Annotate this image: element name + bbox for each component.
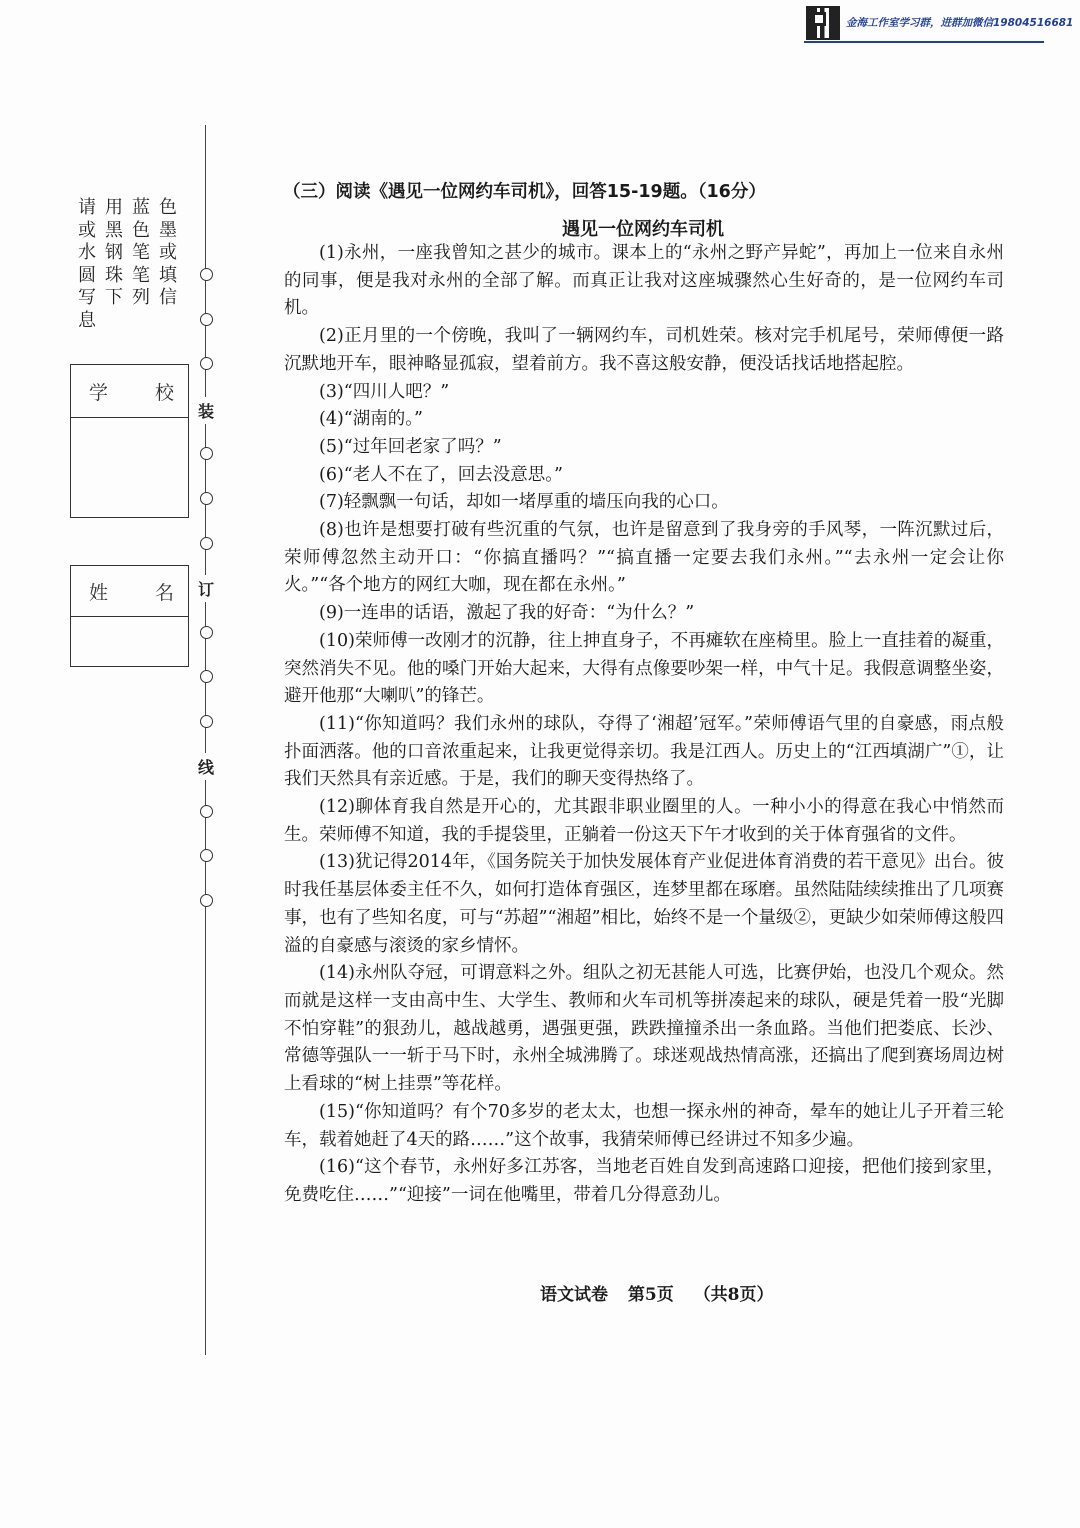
paragraph-number: (3) xyxy=(319,381,344,402)
paragraph-text: “湖南的。” xyxy=(343,409,423,430)
binding-hole xyxy=(200,626,213,639)
name-box xyxy=(70,565,189,667)
school-box xyxy=(70,364,189,518)
paragraph xyxy=(284,794,1004,849)
binding-hole xyxy=(200,537,213,550)
paragraph-text: “四川人吧？” xyxy=(343,381,450,402)
paragraph xyxy=(284,711,1004,794)
paragraph-number: (4) xyxy=(319,409,344,430)
qr-code-icon xyxy=(806,6,840,40)
paragraph-number: (11) xyxy=(319,713,355,734)
name-label xyxy=(71,566,188,617)
paragraph-number: (9) xyxy=(319,603,344,624)
paragraph-number: (12) xyxy=(319,797,355,818)
paragraph xyxy=(284,406,1004,434)
binding-word-xian: 线 xyxy=(198,753,214,780)
paragraph-number: (6) xyxy=(319,464,344,485)
paragraph-number: (10) xyxy=(319,630,355,651)
binding-line xyxy=(205,125,206,1355)
name-label-right: 名 xyxy=(154,581,174,604)
binding-word-zhuang: 装 xyxy=(198,397,214,424)
paragraph-text: 正月里的一个傍晚，我叫了一辆网约车，司机姓荣。核对完手机尾号，荣师傅便一路沉默地开车，眼神略显孤寂，望着前方。我不喜这般安静，便没话找话地搭起腔。 xyxy=(284,326,1004,374)
paragraph-number: (14) xyxy=(319,963,355,984)
school-label-left: 学 xyxy=(89,381,109,404)
paragraph xyxy=(284,628,1004,711)
paragraph-text: “你知道吗？我们永州的球队，夺得了‘湘超’冠军。”荣师傅语气里的自豪感，雨点般扑面洒落。他的口音浓重起来，让我更觉得亲切。我是江西人。历史上的“江西填湖广”①，让我们天然具有亲近感。于是，我们的聊天变得热络了。 xyxy=(284,713,1004,790)
paragraph xyxy=(284,379,1004,407)
paragraph-number: (16) xyxy=(319,1157,355,1178)
footer-subject: 语文试卷 xyxy=(540,1285,608,1305)
paragraph xyxy=(284,323,1004,378)
paragraph-number: (2) xyxy=(319,326,344,347)
paragraph xyxy=(284,849,1004,960)
paragraph xyxy=(284,489,1004,517)
paragraph-number: (7) xyxy=(319,492,344,513)
paragraph xyxy=(284,600,1004,628)
binding-word-ding: 订 xyxy=(198,575,214,602)
paragraph-number: (5) xyxy=(319,436,344,457)
paragraph-text: 一连串的话语，激起了我的好奇：“为什么？” xyxy=(343,603,695,624)
header-rule xyxy=(804,41,1044,43)
fill-instruction: 请用蓝色或黑色墨水钢笔或圆珠笔填写下列信息 xyxy=(78,197,186,331)
binding-hole xyxy=(200,670,213,683)
paragraph-text: “过年回老家了吗？” xyxy=(343,436,502,457)
school-label-right: 校 xyxy=(154,381,174,404)
binding-hole xyxy=(200,894,213,907)
paragraph-text: “这个春节，永州好多江苏客，当地老百姓自发到高速路口迎接，把他们接到家里，免费吃住……”“迎接”一词在他嘴里，带着几分得意劲儿。 xyxy=(284,1157,1004,1205)
paragraph xyxy=(284,517,1004,600)
binding-hole xyxy=(200,492,213,505)
paragraph xyxy=(284,1154,1004,1209)
paragraph-text: “老人不在了，回去没意思。” xyxy=(343,464,563,485)
paragraph-number: (13) xyxy=(319,852,355,873)
footer-page: 第5页 xyxy=(627,1285,674,1305)
paragraph-text: “你知道吗？有个70多岁的老太太，也想一探永州的神奇，晕车的她让儿子开着三轮车，载着她赶了4天的路……”这个故事，我猜荣师傅已经讲过不知多少遍。 xyxy=(284,1101,1004,1150)
paragraph-number: (15) xyxy=(319,1101,355,1122)
page-footer xyxy=(540,1280,788,1305)
binding-hole xyxy=(200,849,213,862)
footer-total: （共8页） xyxy=(693,1285,774,1305)
paragraph-number: (1) xyxy=(319,243,344,263)
binding-hole xyxy=(200,447,213,460)
article-body xyxy=(284,240,1004,1210)
binding-hole xyxy=(200,268,213,281)
paragraph-text: 荣师傅一改刚才的沉静，往上抻直身子，不再瘫软在座椅里。脸上一直挂着的凝重，突然消失不见。他的嗓门开始大起来，大得有点像要吵架一样，中气十足。我假意调整坐姿，避开他那“大喇叭”的锋芒。 xyxy=(284,630,1004,707)
paragraph xyxy=(284,462,1004,490)
binding-hole xyxy=(200,715,213,728)
binding-hole xyxy=(200,357,213,370)
paragraph xyxy=(284,1099,1004,1154)
school-label xyxy=(71,365,188,418)
paragraph xyxy=(284,960,1004,1099)
paragraph-text: 永州队夺冠，可谓意料之外。组队之初无甚能人可选，比赛伊始，也没几个观众。然而就是这样一支由高中生、大学生、教师和火车司机等拼凑起来的球队，硬是凭着一股“光脚不怕穿鞋”的狠劲儿，越战越勇，遇强更强，跌跌撞撞杀出一条血路。当他们把娄底、长沙、常德等强队一一斩于马下时，永州全城沸腾了。球迷观战热情高涨，还搞出了爬到赛场周边树上看球的“树上挂票”等花样。 xyxy=(284,963,1004,1095)
binding-hole xyxy=(200,313,213,326)
paragraph-number: (8) xyxy=(319,520,344,541)
binding-hole xyxy=(200,805,213,818)
paragraph-text: 轻飘飘一句话，却如一堵厚重的墙压向我的心口。 xyxy=(343,492,729,513)
name-label-left: 姓 xyxy=(89,581,109,604)
paragraph-text: 也许是想要打破有些沉重的气氛，也许是留意到了我身旁的手风琴，一阵沉默过后，荣师傅忽然主动开口：“你搞直播吗？”“搞直播一定要去我们永州。”“去永州一定会让你火。”“各个地方的网红大咖，现在都在永州。” xyxy=(284,520,1004,596)
paragraph-text: 犹记得2014年，《国务院关于加快发展体育产业促进体育消费的若干意见》出台。彼时我任基层体委主任不久，如何打造体育强区，连梦里都在琢磨。虽然陆陆续续推出了几项赛事，也有了些知名度，可与“苏超”“湘超”相比，始终不是一个量级②，更缺少如荣师傅这般四溢的自豪感与滚烫的家乡情怀。 xyxy=(284,852,1004,956)
section-heading: （三）阅读《遇见一位网约车司机》，回答15-19题。（16分） xyxy=(283,182,766,202)
paragraph xyxy=(284,240,1004,323)
paragraph-text: 聊体育我自然是开心的，尤其跟非职业圈里的人。一种小小的得意在我心中悄然而生。荣师傅不知道，我的手提袋里，正躺着一份这天下午才收到的关于体育强省的文件。 xyxy=(284,797,1004,845)
paragraph-text: 永州，一座我曾知之甚少的城市。课本上的“永州之野产异蛇”，再加上一位来自永州的同事，便是我对永州的全部了解。而真正让我对这座城骤然心生好奇的，是一位网约车司机。 xyxy=(284,243,1004,319)
paragraph xyxy=(284,434,1004,462)
header-note: 金海工作室学习群，进群加微信19804516681 xyxy=(846,17,1074,29)
article-title: 遇见一位网约车司机 xyxy=(562,219,724,240)
